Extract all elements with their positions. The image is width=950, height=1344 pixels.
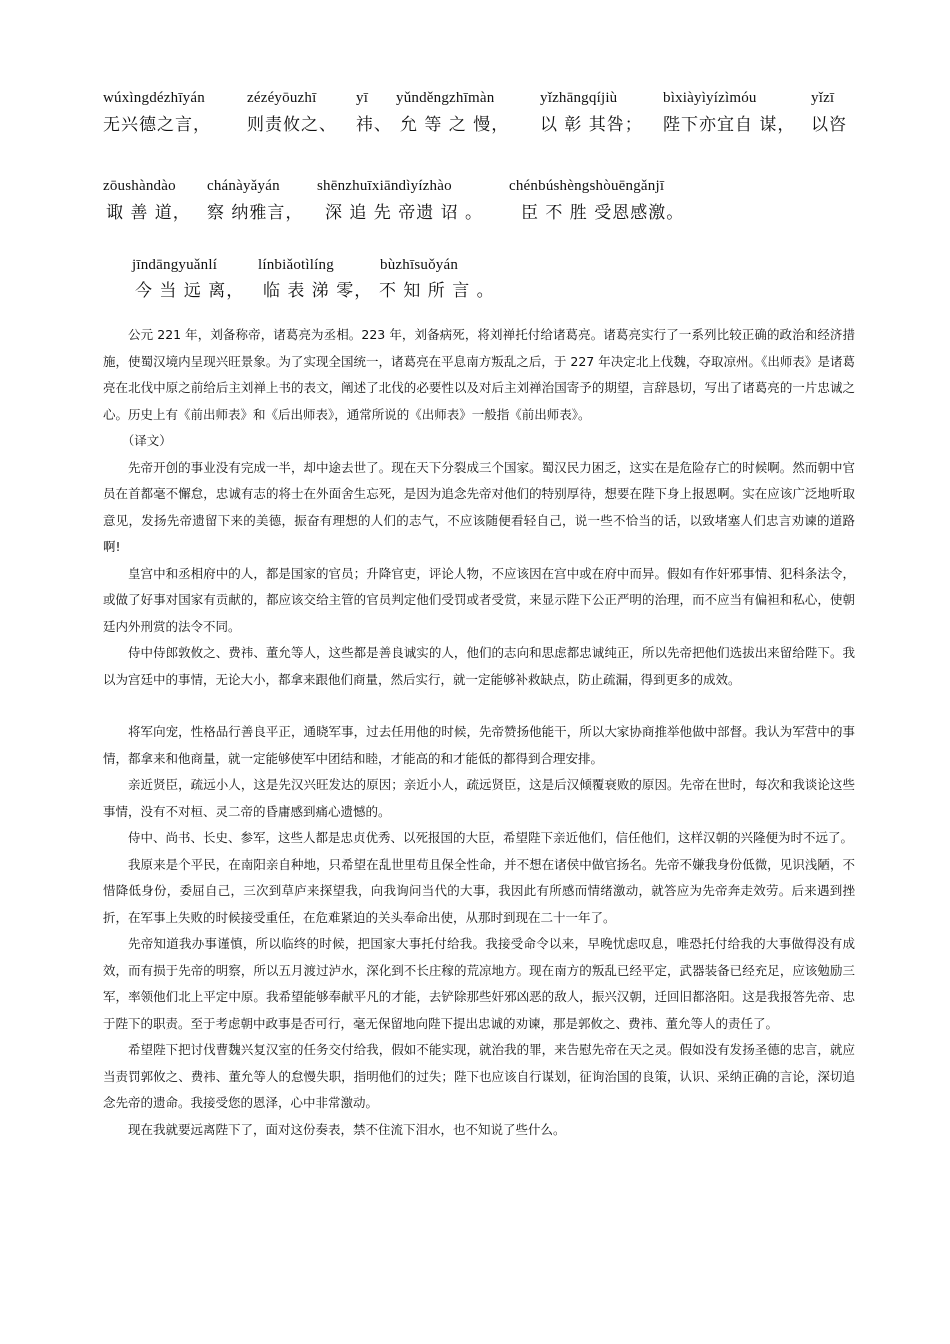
translation-paragraph: 先帝知道我办事谨慎，所以临终的时候，把国家大事托付给我。我接受命令以来，早晚忧虑叹息，唯恐托付给我的大事做得没有成效，而有损于先帝的明察，所以五月渡过泸水，深化到不长庄稼的荒凉地方。现在南方的叛乱已经平定，武器装备已经充足，应该勉励三军，率领他们北上平定中原。我希望能够奉献平凡的才能，去铲除那些奸邪凶恶的敌人，振兴汉朝，迁回旧都洛阳。这是我报答先帝、忠于陛下的职责。至于考虑朝中政事是否可行，毫无保留地向陛下提出忠诚的劝谏，那是郭攸之、费祎、董允等人的责任了。	[103, 936, 855, 1031]
hanzi-seg: 察 纳雅言，	[207, 203, 304, 223]
translation-paragraph: 现在我就要远离陛下了，面对这份奏表，禁不住流下泪水，也不知说了些什么。	[128, 1121, 566, 1137]
pinyin-seg: yǔnděngzhīmàn	[396, 90, 495, 106]
hanzi-seg: 无兴德之言，	[103, 115, 211, 135]
pinyin-seg: jīndāngyuǎnlí	[132, 257, 218, 273]
hanzi-seg: 祎、	[356, 115, 392, 135]
translation-paragraph: 侍中、尚书、长史、参军，这些人都是忠贞优秀、以死报国的大臣，希望陛下亲近他们，信任他们，这样汉朝的兴隆便为时不远了。	[128, 830, 854, 845]
hanzi-seg: 深 追 先 帝遗 诏 。	[325, 203, 484, 223]
hanzi-seg: 以 彰 其咎；	[540, 115, 643, 135]
pinyin-seg: shēnzhuīxiāndìyízhào	[317, 178, 452, 194]
hanzi-seg: 以咨	[811, 115, 847, 135]
translation-paragraph: 侍中侍郎敦攸之、费祎、董允等人，这些都是善良诚实的人，他们的志向和思虑都忠诚纯正，所以先帝把他们选拔出来留给陛下。我以为宫廷中的事情，无论大小，都拿来跟他们商量，然后实行，就一定能够补救缺点，防止疏漏，得到更多的成效。	[103, 645, 855, 687]
hanzi-seg: 今 当 远 离，	[135, 281, 245, 301]
body-text	[103, 322, 855, 1143]
pinyin-seg: wúxìngdézhīyán	[103, 90, 205, 106]
pinyin-seg: bùzhīsuǒyán	[380, 257, 459, 273]
hanzi-seg: 则责攸之、	[247, 115, 337, 135]
hanzi-seg: 临 表 涕 零，	[263, 281, 373, 301]
hanzi-seg: 允 等 之 慢，	[400, 115, 510, 135]
translation-paragraph: 希望陛下把讨伐曹魏兴复汉室的任务交付给我，假如不能实现，就治我的罪，来告慰先帝在天之灵。假如没有发扬圣德的忠言，就应当责罚郭攸之、费祎、董允等人的怠慢失职，指明他们的过失；陛下也应该自行谋划，征询治国的良策，认识、采纳正确的言论，深切追念先帝的遗命。我接受您的恩泽，心中非常激动。	[103, 1042, 855, 1110]
paragraph-spacer	[103, 693, 855, 719]
hanzi-seg: 臣 不 胜 受恩感激。	[521, 203, 685, 223]
pinyin-seg: zézéyōuzhī	[247, 90, 317, 106]
intro-paragraph: 公元 221 年，刘备称帝，诸葛亮为丞相。223 年，刘备病死，将刘禅托付给诸葛亮。诸葛亮实行了一系列比较正确的政治和经济措施，使蜀汉境内呈现兴旺景象。为了实现全国统一，诸葛亮在平息南方叛乱之后，于 227 年决定北上伐魏，夺取凉州。《出师表》是诸葛亮在北伐中原之前给后主刘禅上书的表文，阐述了北伐的必要性以及对后主刘禅治国寄予的期望，言辞恳切，写出了诸葛亮的一片忠诚之心。历史上有《前出师表》和《后出师表》，通常所说的《出师表》一般指《前出师表》。	[103, 327, 855, 422]
translation-paragraph: 亲近贤臣，疏远小人，这是先汉兴旺发达的原因；亲近小人，疏远贤臣，这是后汉倾覆衰败的原因。先帝在世时，每次和我谈论这些事情，没有不对桓、灵二帝的昏庸感到痛心遗憾的。	[103, 777, 855, 819]
translation-label: （译文）	[121, 433, 172, 448]
pinyin-seg: yǐzī	[811, 90, 835, 106]
pinyin-seg: yǐzhāngqíjiù	[540, 90, 618, 106]
translation-paragraph: 先帝开创的事业没有完成一半，却中途去世了。现在天下分裂成三个国家。蜀汉民力困乏，这实在是危险存亡的时候啊。然而朝中官员在首都毫不懈怠，忠诚有志的将士在外面舍生忘死，是因为追念先帝对他们的特别厚待，想要在陛下身上报恩啊。实在应该广泛地听取意见，发扬先帝遗留下来的美德，振奋有理想的人们的志气，不应该随便看轻自己，说一些不恰当的话，以致堵塞人们忠言劝谏的道路啊!	[103, 459, 855, 554]
pinyin-seg: línbiǎotìlíng	[258, 257, 334, 273]
hanzi-seg: 不 知 所 言 。	[379, 281, 495, 301]
translation-paragraph: 我原来是个平民，在南阳亲自种地，只希望在乱世里苟且保全性命，并不想在诸侯中做官扬名。先帝不嫌我身份低微，见识浅陋，不惜降低身份，委屈自己，三次到草庐来探望我，向我询问当代的大事，我因此有所感而情绪激动，就答应为先帝奔走效劳。后来遇到挫折，在军事上失败的时候接受重任，在危难紧迫的关头奉命出使，从那时到现在二十一年了。	[103, 856, 855, 925]
pinyin-seg: bìxiàyìyízìmóu	[663, 90, 757, 106]
translation-paragraph: 将军向宠，性格品行善良平正，通晓军事，过去任用他的时候，先帝赞扬他能干，所以大家协商推举他做中部督。我认为军营中的事情，都拿来和他商量，就一定能够使军中团结和睦，才能高的和才能低的都得到合理安排。	[103, 724, 855, 766]
hanzi-seg: 陛下亦宜自 谋，	[663, 115, 796, 135]
hanzi-seg: 诹 善 道，	[106, 203, 191, 223]
pinyin-seg: yī	[356, 90, 369, 106]
pinyin-seg: zōushàndào	[103, 178, 176, 194]
pinyin-seg: chánàyǎyán	[207, 178, 280, 194]
translation-paragraph: 皇宫中和丞相府中的人，都是国家的官员；升降官吏，评论人物，不应该因在宫中或在府中而异。假如有作奸邪事情、犯科条法令，或做了好事对国家有贡献的，都应该交给主管的官员判定他们受罚或者受赏，来显示陛下公正严明的治理，而不应当有偏袒和私心，使朝廷内外刑赏的法令不同。	[103, 565, 855, 634]
pinyin-seg: chénbúshèngshòuēngǎnjī	[509, 178, 665, 194]
